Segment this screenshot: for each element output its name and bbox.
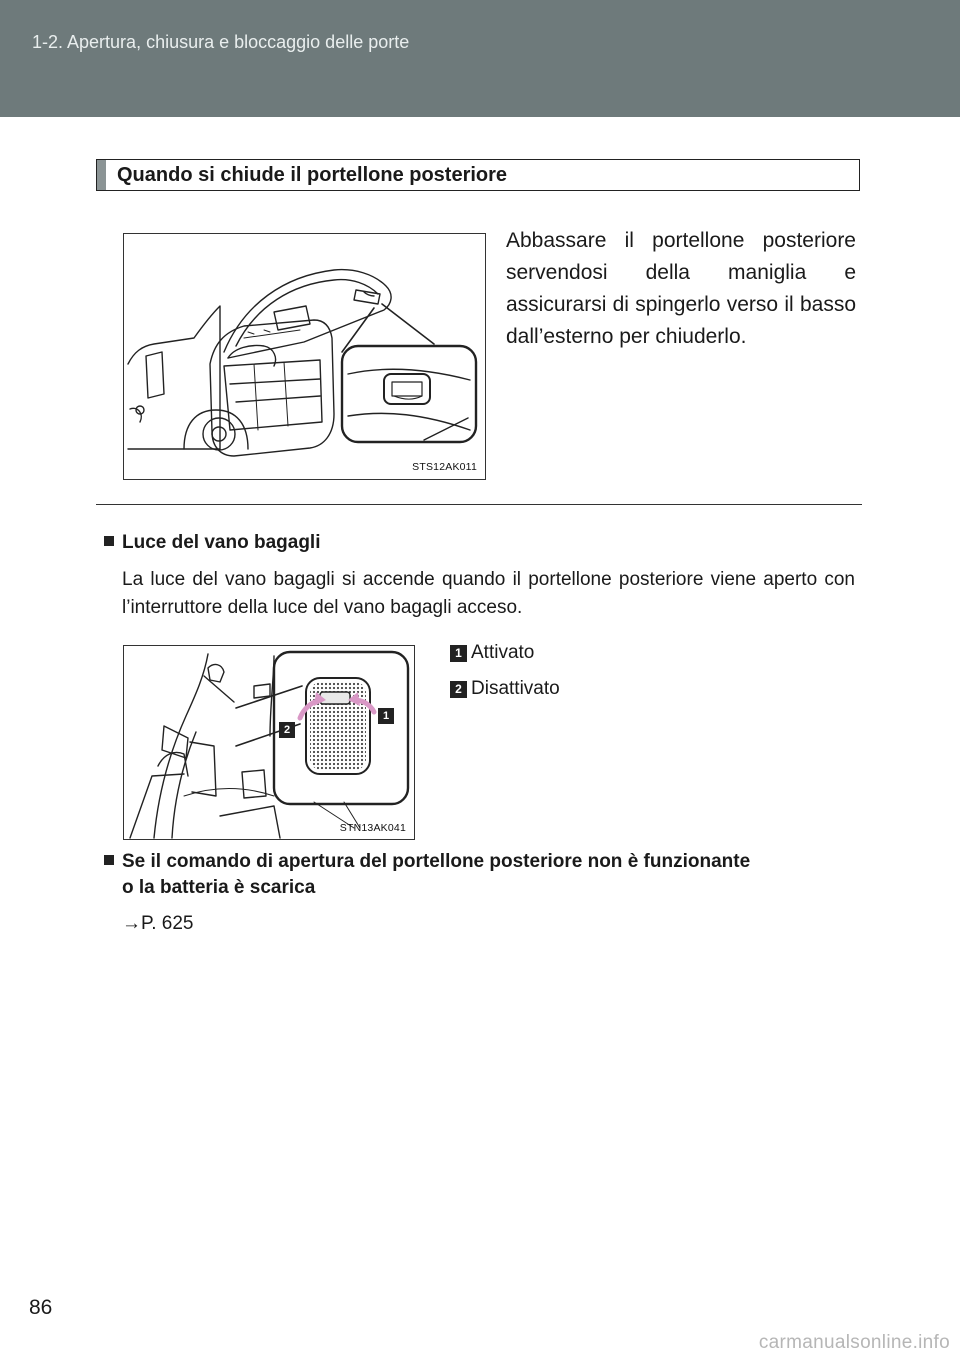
closing-instruction: Abbassare il portellone posteriore servendosi della maniglia e assicurarsi di spingerlo verso il basso dall’esterno per chiuderlo.: [506, 229, 856, 348]
tailgate-illustration: [123, 233, 486, 480]
callout-2-label: 2: [283, 724, 291, 736]
legend-label: Disattivato: [471, 678, 560, 699]
watermark: carmanualsonline.info: [758, 1332, 950, 1353]
section-heading-tab: [97, 160, 106, 190]
tailgate-drawing: [124, 234, 485, 479]
legend-item-off: [450, 678, 560, 700]
figure-code: STN13AK041: [339, 822, 406, 834]
page-number: 86: [29, 1296, 53, 1319]
luggage-light-illustration: [123, 645, 415, 840]
bullet-square-icon: [104, 855, 114, 865]
section-heading-box: [96, 159, 860, 191]
chapter-title: 1-2. Apertura, chiusura e bloccaggio delle porte: [32, 32, 410, 52]
luggage-light-drawing: [124, 646, 414, 839]
bullet-square-icon: [104, 536, 114, 546]
callout-1-label: 1: [382, 710, 390, 722]
section-divider: [96, 504, 862, 505]
legend-number: 2: [450, 681, 467, 698]
legend-number: 1: [450, 645, 467, 662]
tailgate-issue-heading: Se il comando di apertura del portellone posteriore non è funzionante o la batteria è scarica: [104, 849, 860, 901]
section-title: Quando si chiude il portellone posteriore: [117, 164, 508, 186]
header-band: [0, 0, 960, 117]
legend-item-on: [450, 642, 534, 664]
legend-label: Attivato: [471, 642, 535, 663]
page-reference-link[interactable]: →P. 625: [122, 913, 194, 934]
luggage-light-description: La luce del vano bagagli si accende quando il portellone posteriore viene aperto con l’interruttore della luce del vano bagagli acceso.: [122, 569, 855, 618]
figure-code: STS12AK011: [412, 461, 477, 473]
luggage-light-heading: Luce del vano bagagli: [104, 530, 321, 556]
